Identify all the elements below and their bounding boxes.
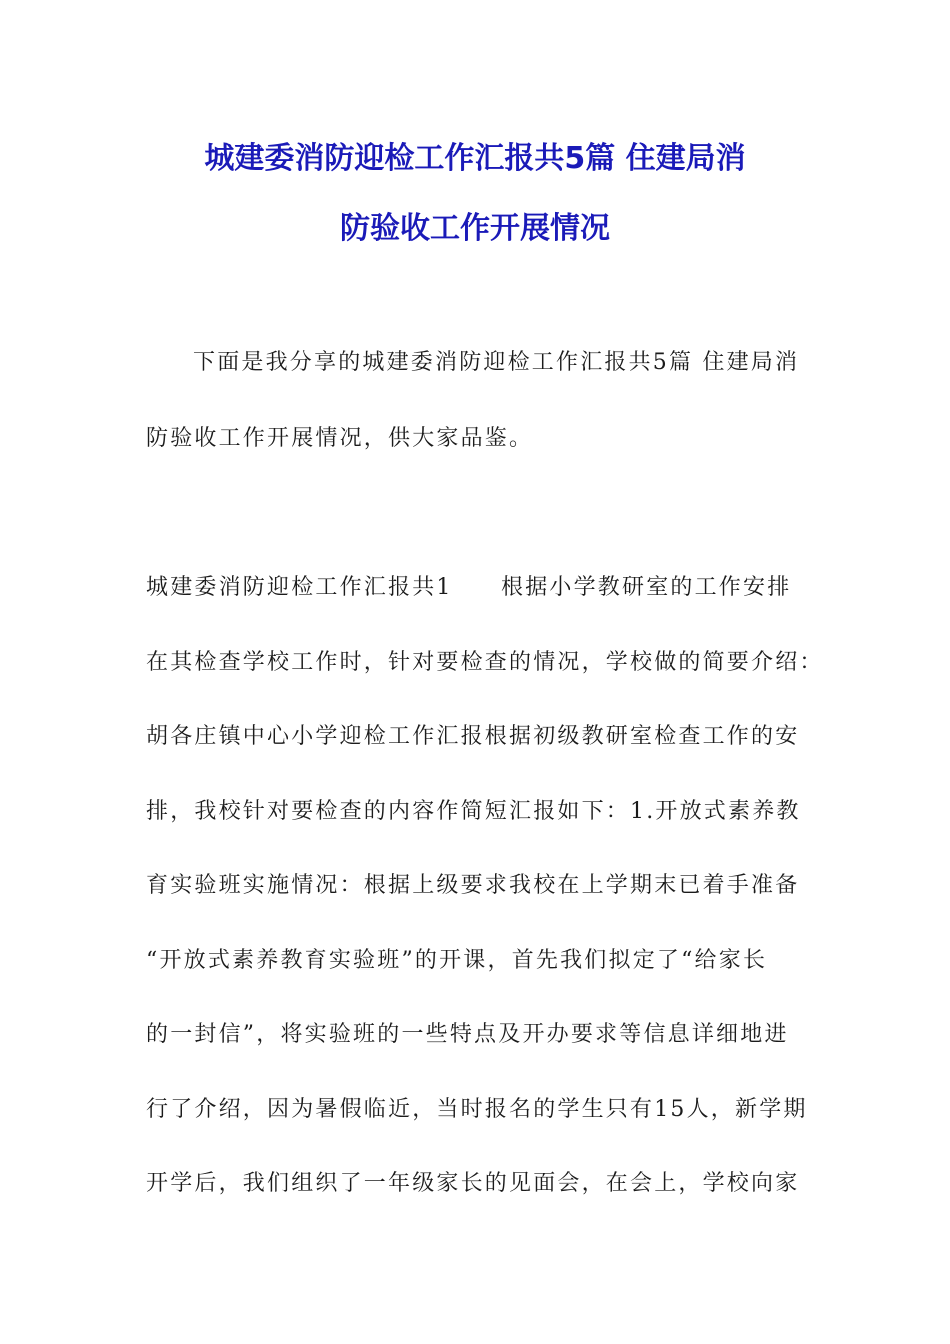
intro-line-2: 防验收工作开展情况，供大家品鉴。	[146, 426, 534, 451]
body-line-4: 排，我校针对要检查的内容作简短汇报如下：1.开放式素养教	[146, 799, 801, 824]
document-title-line-2: 防验收工作开展情况	[340, 211, 610, 246]
intro-line-1: 下面是我分享的城建委消防迎检工作汇报共5篇 住建局消	[193, 350, 800, 375]
body-line-1: 城建委消防迎检工作汇报共1 根据小学教研室的工作安排	[146, 575, 792, 600]
body-line-5: 育实验班实施情况：根据上级要求我校在上学期末已着手准备	[146, 873, 800, 898]
body-line-9: 开学后，我们组织了一年级家长的见面会，在会上，学校向家	[146, 1171, 800, 1196]
document-title-line-1: 城建委消防迎检工作汇报共5篇 住建局消	[204, 141, 746, 176]
body-line-7: 的一封信”，将实验班的一些特点及开办要求等信息详细地进	[146, 1022, 789, 1047]
body-line-2: 在其检查学校工作时，针对要检查的情况，学校做的简要介绍：	[146, 650, 824, 675]
body-line-3: 胡各庄镇中心小学迎检工作汇报根据初级教研室检查工作的安	[146, 724, 800, 749]
body-line-6: “开放式素养教育实验班”的开课，首先我们拟定了“给家长	[146, 948, 768, 973]
body-line-8: 行了介绍，因为暑假临近，当时报名的学生只有15人，新学期	[146, 1097, 808, 1122]
